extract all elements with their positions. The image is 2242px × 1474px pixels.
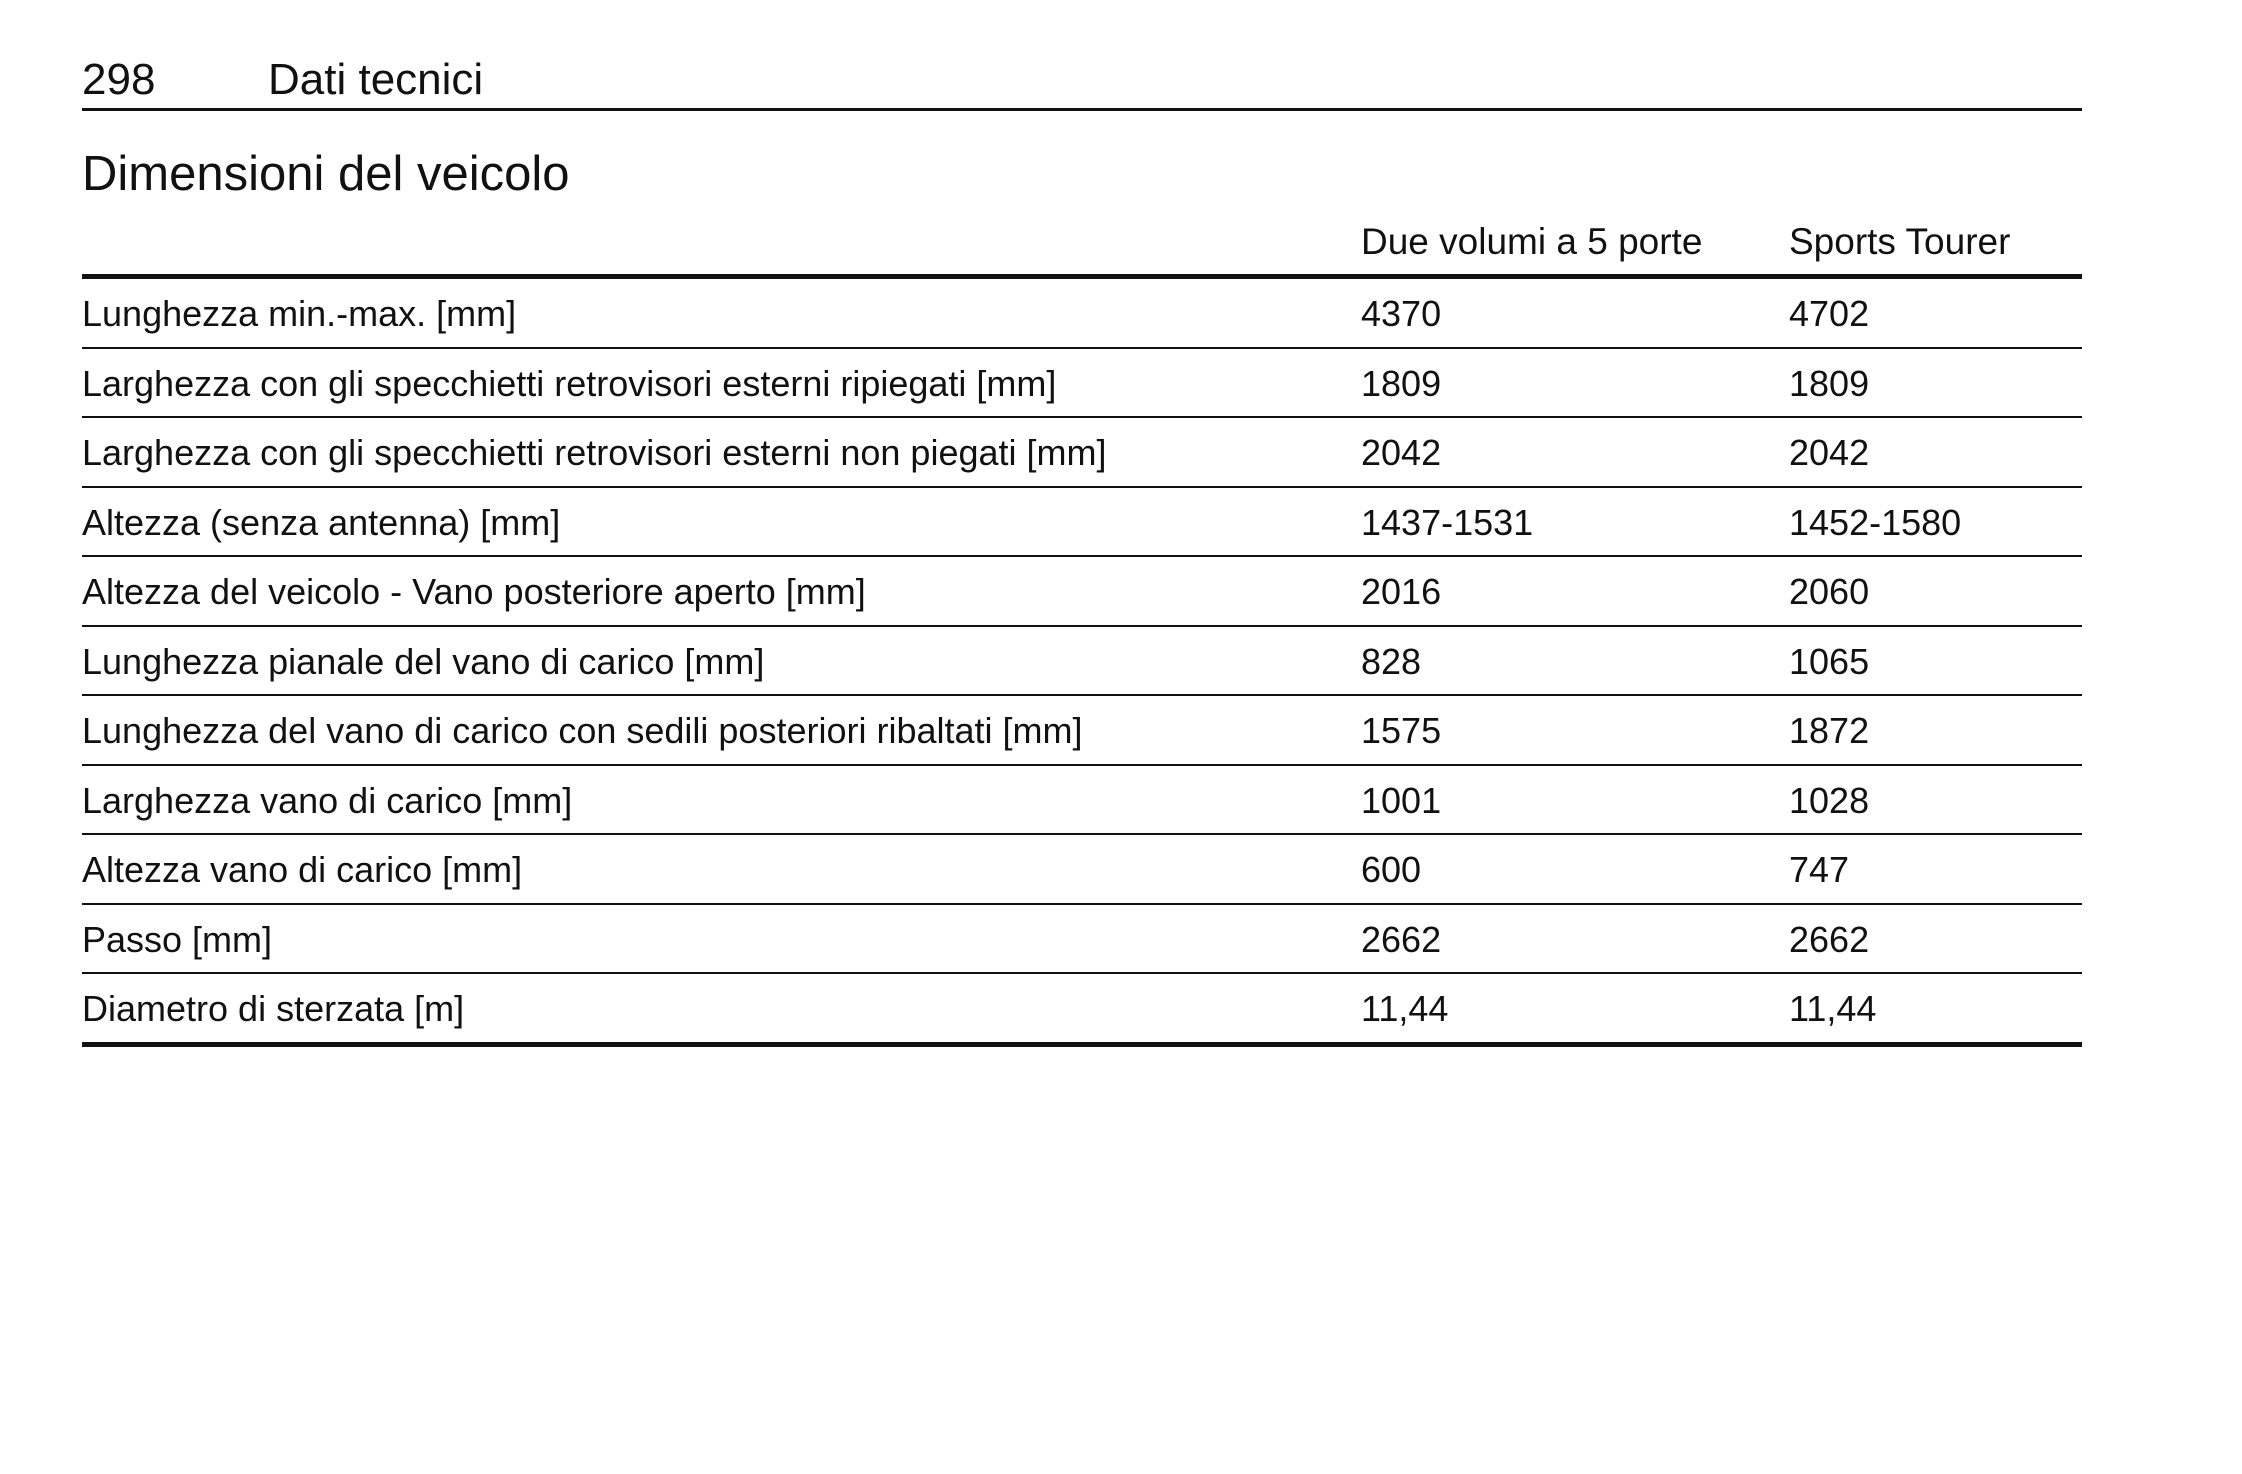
value-due-volumi: 4370 [1361,293,1442,334]
value-due-volumi: 2016 [1361,571,1442,612]
value-sports-tourer: 1452-1580 [1789,501,1962,543]
dimensions-table [82,212,2082,1047]
table-row [82,835,2082,905]
table-header-row [82,212,2082,279]
row-label: Lunghezza del vano di carico con sedili posteriori ribaltati [mm] [82,710,1083,751]
column-header-sports-tourer: Sports Tourer [1789,221,2011,262]
column-header-due-volumi: Due volumi a 5 porte [1361,221,1703,262]
table-row [82,557,2082,627]
value-sports-tourer: 2662 [1789,918,1870,960]
value-sports-tourer: 1872 [1789,710,1870,751]
table-row [82,488,2082,558]
chapter-title: Dati tecnici [268,55,484,104]
running-header [82,50,2082,111]
table-row [82,349,2082,419]
row-label: Larghezza con gli specchietti retrovisori esterni non piegati [mm] [82,432,1107,473]
row-label: Altezza (senza antenna) [mm] [82,501,561,543]
table-row [82,905,2082,975]
table-row [82,279,2082,349]
value-due-volumi: 2662 [1361,918,1442,960]
row-label: Passo [mm] [82,918,273,960]
value-due-volumi: 1809 [1361,362,1442,404]
table-row [82,627,2082,697]
value-sports-tourer: 747 [1789,849,1850,890]
value-due-volumi: 1001 [1361,779,1442,821]
row-label: Larghezza con gli specchietti retrovisori esterni ripiegati [mm] [82,362,1057,404]
value-sports-tourer: 1028 [1789,779,1870,821]
row-label: Altezza del veicolo - Vano posteriore aperto [mm] [82,571,866,612]
value-due-volumi: 1575 [1361,710,1442,751]
value-due-volumi: 600 [1361,849,1422,890]
table-row [82,974,2082,1047]
section-title: Dimensioni del veicolo [82,147,570,201]
row-label: Larghezza vano di carico [mm] [82,779,573,821]
value-sports-tourer: 2060 [1789,571,1870,612]
value-sports-tourer: 11,44 [1789,988,1877,1029]
table-row [82,418,2082,488]
value-sports-tourer: 1065 [1789,640,1870,682]
table-row [82,696,2082,766]
value-due-volumi: 828 [1361,640,1422,682]
page-number: 298 [82,55,156,104]
row-label: Lunghezza min.-max. [mm] [82,293,517,334]
row-label: Diametro di sterzata [m] [82,988,465,1029]
value-due-volumi: 2042 [1361,432,1442,473]
row-label: Lunghezza pianale del vano di carico [mm] [82,640,765,682]
table-row [82,766,2082,836]
row-label: Altezza vano di carico [mm] [82,849,523,890]
value-due-volumi: 11,44 [1361,988,1449,1029]
value-sports-tourer: 2042 [1789,432,1870,473]
value-sports-tourer: 1809 [1789,362,1870,404]
value-due-volumi: 1437-1531 [1361,501,1534,543]
value-sports-tourer: 4702 [1789,293,1870,334]
